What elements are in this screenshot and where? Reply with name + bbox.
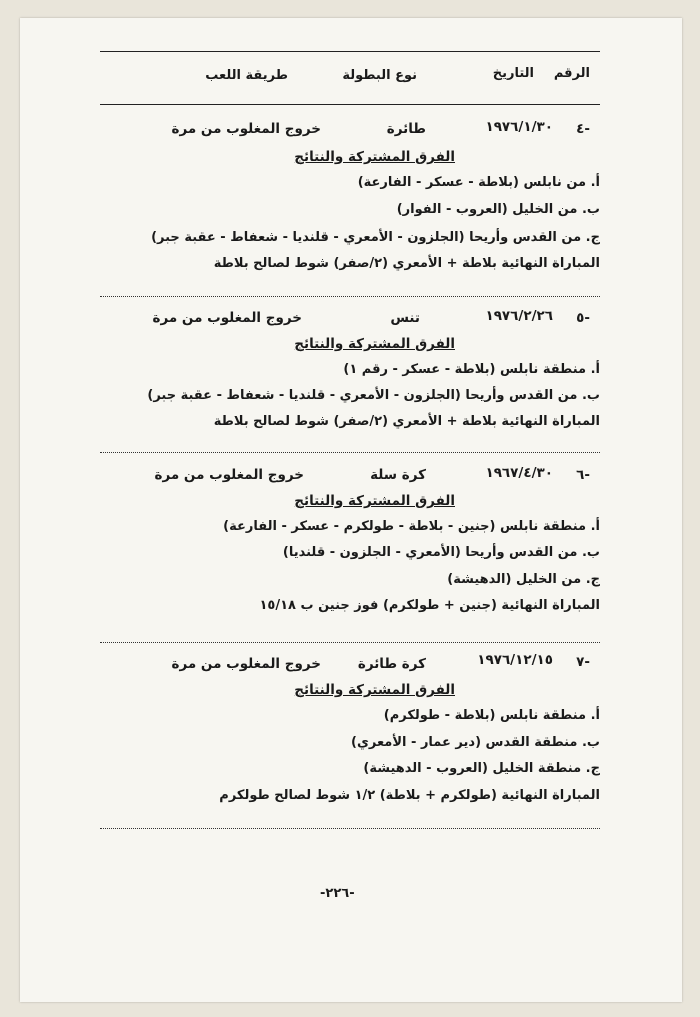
entry-method: خروج المغلوب من مرة [171,656,321,672]
header-bottom-rule [100,104,600,105]
entry-divider [100,642,600,643]
header-type: نوع البطولة [342,68,417,83]
entry-line: المباراة النهائية (طولكرم + بلاطة) ١/٢ شوط لصالح طولكرم [219,788,600,803]
entry-line: ب. من الخليل (العروب - الفوار) [396,202,600,217]
entry-type: كرة طائرة [357,656,426,672]
entry-line: ب. من القدس وأريحا (الجلزون - الأمعري - قلنديا - شعفاط - عقبة جبر) [147,388,600,403]
entry-line: المباراة النهائية بلاطة + الأمعري (٢/صفر) شوط لصالح بلاطة [213,256,600,271]
entry-divider [100,296,600,297]
entry-type: تنس [390,310,420,326]
document-page [20,18,682,1002]
entry-subtitle: الفرق المشتركة والنتائج [294,149,455,165]
entry-date: ١٩٧٦/١/٣٠ [485,119,553,135]
entry-date: ١٩٧٦/١٢/١٥ [477,652,553,668]
entry-line: المباراة النهائية (جنين + طولكرم) فوز جنين ب ١٥/١٨ [259,598,600,613]
entry-subtitle: الفرق المشتركة والنتائج [294,682,455,698]
entry-date: ١٩٦٧/٤/٣٠ [485,465,553,481]
entry-number: ٧- [576,654,590,670]
entry-method: خروج المغلوب من مرة [152,310,302,326]
header-top-rule [100,51,600,52]
entry-line: أ. منطقة نابلس (بلاطة - طولكرم) [383,708,600,723]
entry-divider [100,828,600,829]
entry-line: ج. من الخليل (الدهيشة) [447,572,600,587]
entry-type: طائرة [386,121,426,137]
entry-type: كرة سلة [370,467,426,483]
entry-line: أ. منطقة نابلس (جنين - بلاطة - طولكرم - عسكر - الفارعة) [223,519,600,534]
entry-number: ٤- [576,121,590,137]
entry-line: ب. من القدس وأريحا (الأمعري - الجلزون - قلنديا) [282,545,600,560]
entry-line: ج. من القدس وأريحا (الجلزون - الأمعري - قلنديا - شعفاط - عقبة جبر) [151,230,600,245]
entry-subtitle: الفرق المشتركة والنتائج [294,493,455,509]
entry-line: ج. منطقة الخليل (العروب - الدهيشة) [363,761,600,776]
entry-method: خروج المغلوب من مرة [171,121,321,137]
page-number: -٢٢٦- [320,886,355,901]
entry-line: المباراة النهائية بلاطة + الأمعري (٢/صفر) شوط لصالح بلاطة [213,414,600,429]
entry-number: ٦- [576,467,590,483]
entry-method: خروج المغلوب من مرة [154,467,304,483]
entry-divider [100,452,600,453]
entry-number: ٥- [576,310,590,326]
entry-subtitle: الفرق المشتركة والنتائج [294,336,455,352]
header-method: طريقة اللعب [205,68,288,83]
entry-line: أ. منطقة نابلس (بلاطة - عسكر - رقم ١) [343,362,600,377]
header-date: التاريخ [492,66,534,81]
entry-line: أ. من نابلس (بلاطة - عسكر - الفارعة) [357,175,600,190]
header-number: الرقم [553,66,590,81]
entry-line: ب. منطقة القدس (دير عمار - الأمعري) [351,735,600,750]
entry-date: ١٩٧٦/٢/٢٦ [485,308,553,324]
